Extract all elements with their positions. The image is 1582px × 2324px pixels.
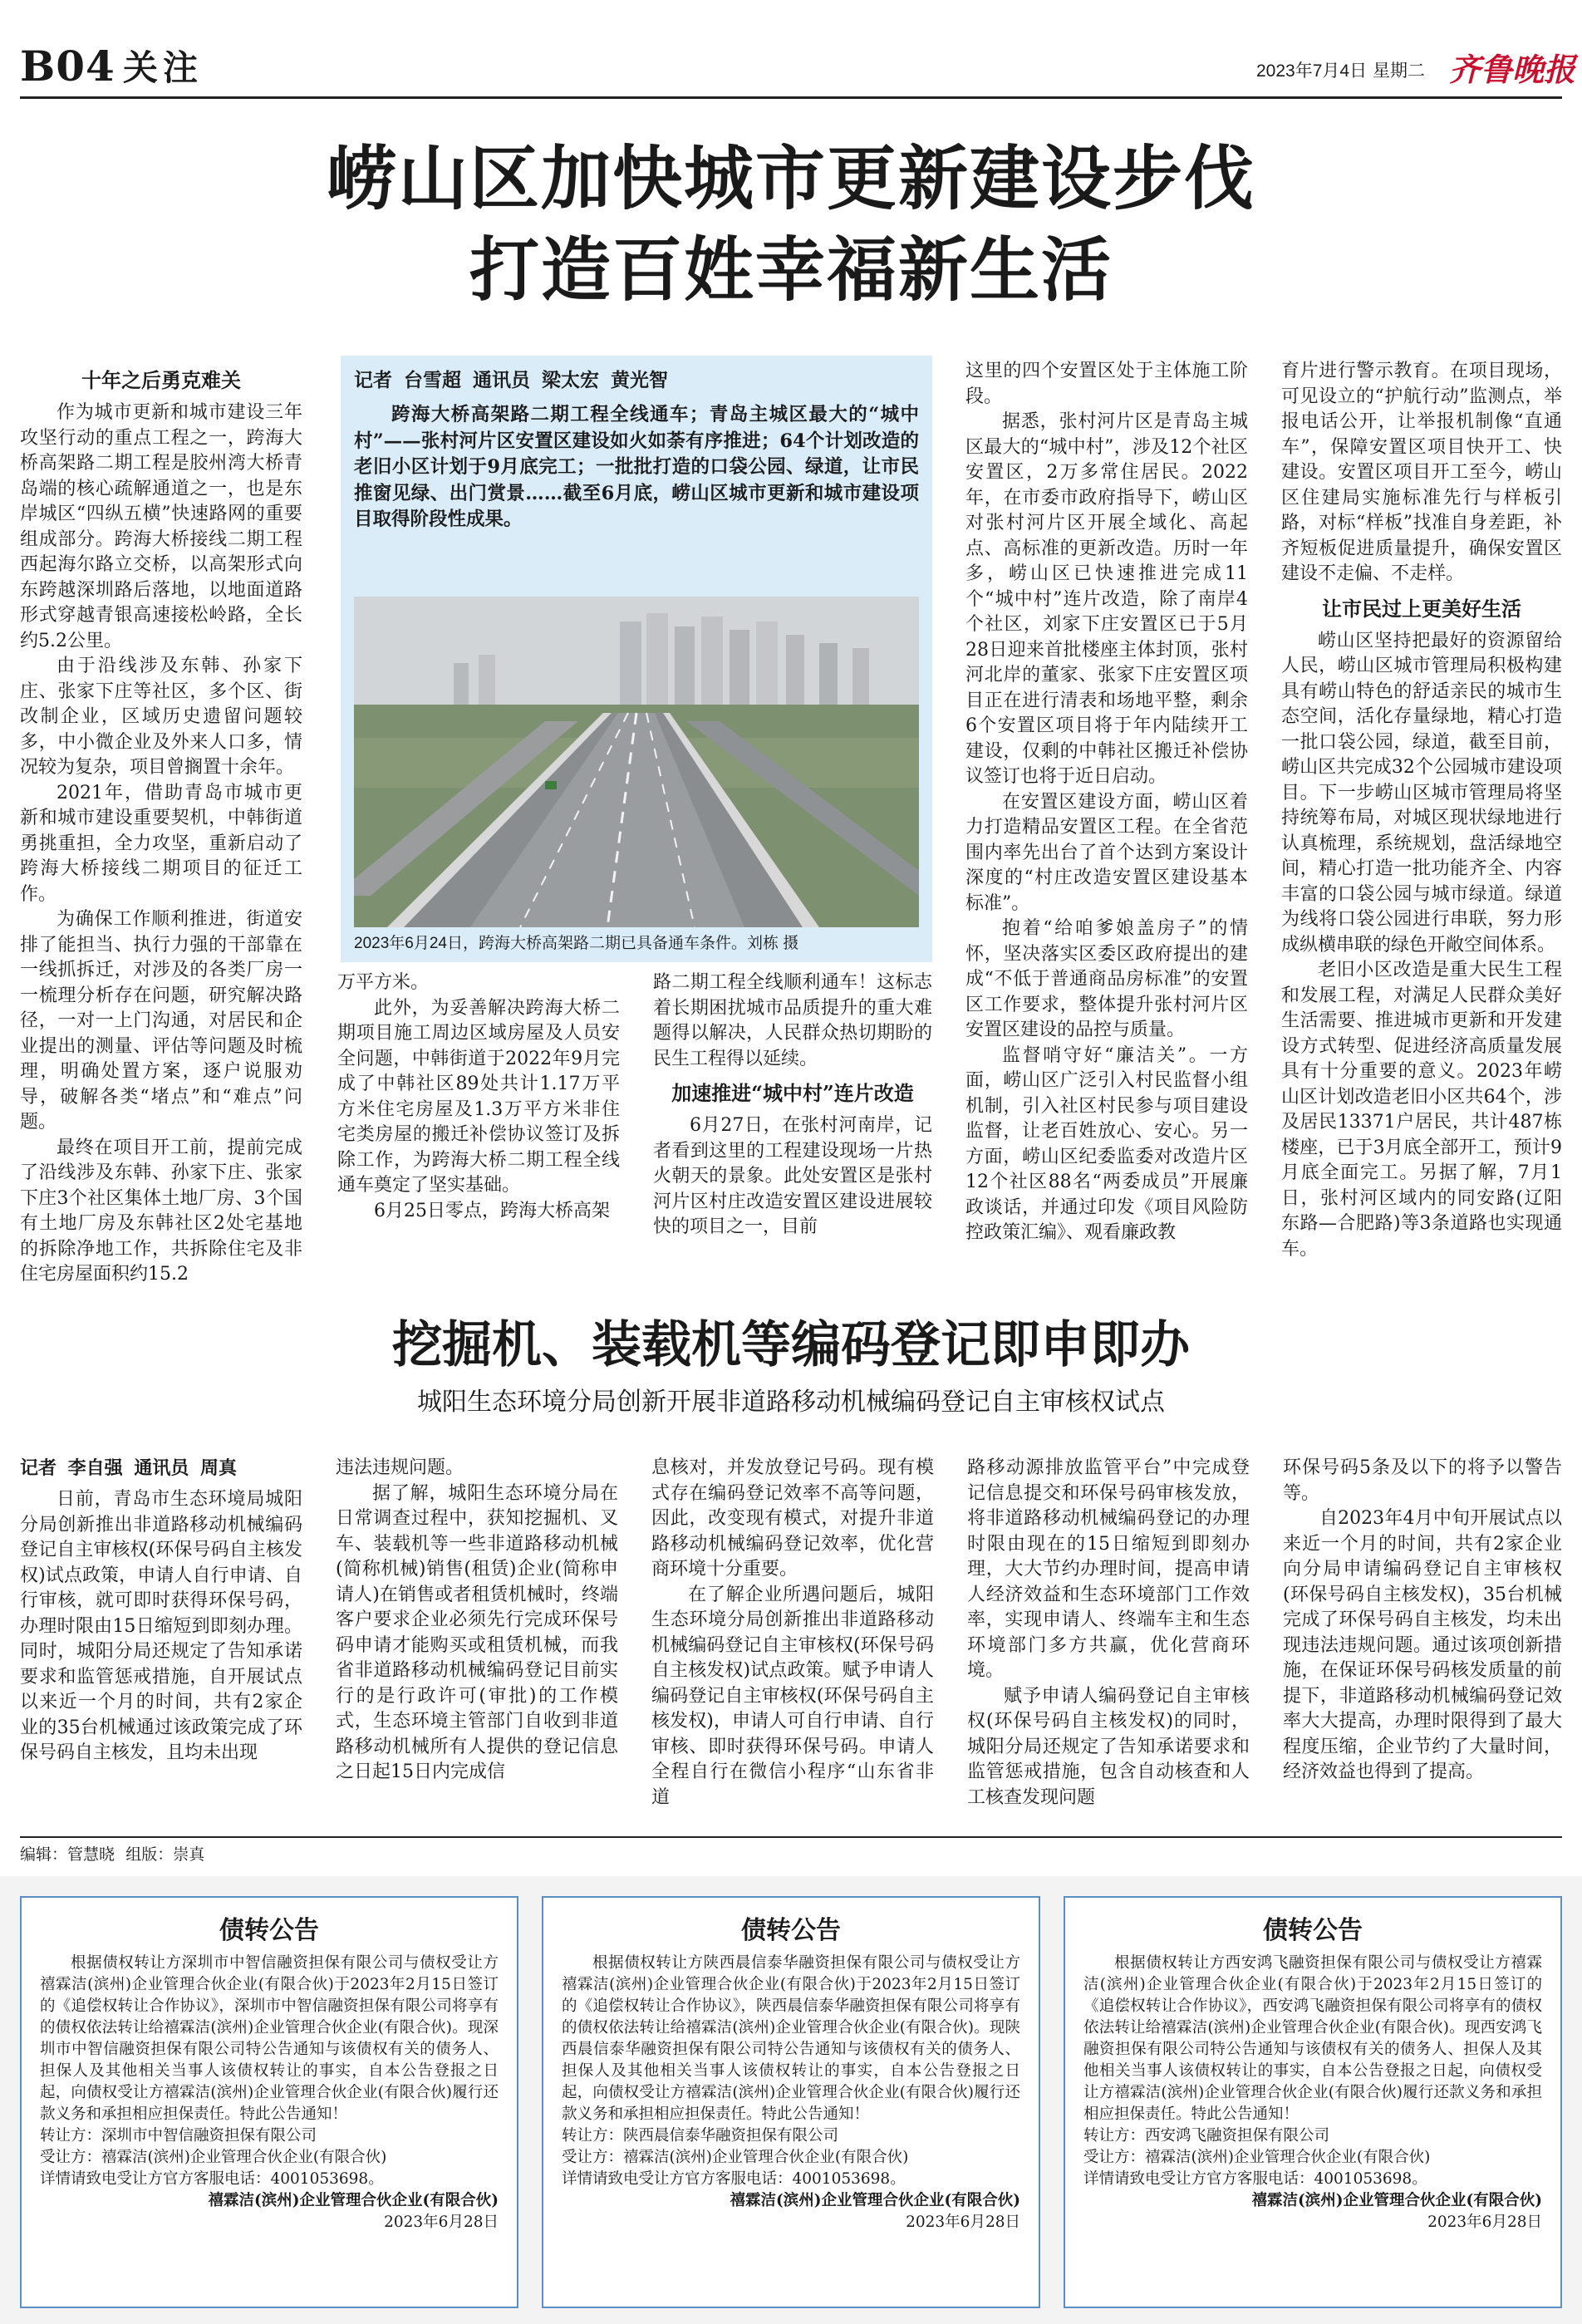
notice-signer: 禧霖洁(滨州)企业管理合伙企业(有限合伙) (730, 2192, 1020, 2209)
article2-subtitle: 城阳生态环境分局创新开展非道路移动机械编码登记自主审核权试点 (417, 1388, 1165, 1417)
article2-column-1 (20, 1456, 302, 1855)
paragraph: 6月27日，在张村河南岸，记者看到这里的工程建设现场一片热火朝天的景象。此处安置区是张村河片区村庄改造安置区建设进展较快的项目之一，目前 (653, 1115, 932, 1237)
paragraph: 这里的四个安置区处于主体施工阶段。 (965, 361, 1248, 407)
notice-title: 债转公告 (1263, 1916, 1363, 1945)
article2-column-4 (967, 1456, 1250, 1855)
notice-title: 债转公告 (219, 1916, 319, 1945)
weekday: 星期二 (1373, 61, 1425, 81)
paragraph: 日前，青岛市生态环境局城阳分局创新推出非道路移动机械编码登记自主审核权(环保号码自主核发权)试点政策，申请人自行申请、自行审核，就可即时获得环保号码，办理时限由15日缩短到即刻办理。同时，城阳分局还规定了告知承诺要求和监管惩戒措施，自开展试点以来近一个月的时间，共有2家企业的35台机械通过该政策完成了环保号码自主核发，且均未出现 (20, 1489, 302, 1763)
bridge-photo (354, 597, 919, 927)
notice-hotline: 详情请致电受让方官方客服电话：4001053698。 (562, 2170, 906, 2188)
paragraph: 2021年，借助青岛市城市更新和城市建设重要契机，中韩街道勇挑重担，全力攻坚，重新启动了跨海大桥接线二期项目的征迁工作。 (20, 782, 302, 905)
article1-column-1 (20, 359, 302, 1285)
paragraph: 最终在项目开工前，提前完成了沿线涉及东韩、孙家下庄、张家下庄3个社区集体土地厂房、3个国有土地厂房及东韩社区2处宅基地的拆除净地工作，共拆除住宅及非住宅房屋面积约15.2 (20, 1137, 302, 1285)
lead-paragraph: 跨海大桥高架路二期工程全线通车；青岛主城区最大的“城中村”——张村河片区安置区建设如火如荼有序推进；64个计划改造的老旧小区计划于9月底完工；一批批打造的口袋公园、绿道，让市民推窗见绿、出门赏景……截至6月底，崂山区城市更新和城市建设项目取得阶段性成果。 (354, 404, 919, 530)
notice-body (1065, 1953, 1560, 2190)
article2-headline (0, 1313, 1582, 1421)
headline-line-1: 崂山区加快城市更新建设步伐 (326, 137, 1255, 219)
notice-transferee: 受让方：禧霖洁(滨州)企业管理合伙企业(有限合伙) (40, 2149, 387, 2166)
masthead-rule (20, 96, 1562, 99)
notice-2 (542, 1896, 1040, 2308)
article2-column-3 (651, 1456, 934, 1855)
article1-column-5 (1281, 359, 1562, 1265)
paragraph: 自2023年4月中旬开展试点以来近一个月的时间，共有2家企业向分局申请编码登记自主审核权(环保号码自主核发权)，35台机械完成了环保号码自主核发，均未出现违法违规问题。通过该项创新措施，在保证环保号码核发质量的前提下，非道路移动机械编码登记效率大大提高，办理时限得到了最大程度压缩，企业节约了大量时间，经济效益也得到了提高。 (1283, 1508, 1562, 1782)
notice-title: 债转公告 (741, 1916, 841, 1945)
notice-1 (20, 1896, 518, 2308)
article1-headline (0, 133, 1582, 316)
paragraph: 路移动源排放监管平台”中完成登记信息提交和环保号码审核发放，将非道路移动机械编码登记的办理时限由现在的15日缩短到即刻办理，大大节约办理时间，提高申请人经济效益和生态环境部门工作效率，实现申请人、终端车主和生态环境部门多方共赢，优化营商环境。 (967, 1457, 1250, 1681)
lead-box (341, 356, 932, 962)
photo-caption: 2023年6月24日，跨海大桥高架路二期已具备通车条件。刘栋 摄 (354, 935, 799, 952)
section-name: 关注 (123, 47, 204, 88)
notice-signer: 禧霖洁(滨州)企业管理合伙企业(有限合伙) (208, 2192, 499, 2209)
notice-transferor: 转让方：深圳市中智信融资担保有限公司 (40, 2127, 317, 2145)
notice-paragraph: 根据债权转让方陕西晨信泰华融资担保有限公司与债权受让方禧霖洁(滨州)企业管理合伙企业(有限合伙)于2023年2月15日签订的《追偿权转让合作协议》，陕西晨信泰华融资担保有限公司将享有的债权依法转让给禧霖洁(滨州)企业管理合伙企业(有限合伙)。现陕西晨信泰华融资担保有限公司特公告通知与该债权有关的债务人、担保人及其他相关当事人该债权转让的事实，自本公告登报之日起，向债权受让方禧霖洁(滨州)企业管理合伙企业(有限合伙)履行还款义务和承担相应担保责任。特此公告通知！ (562, 1954, 1020, 2123)
notice-hotline: 详情请致电受让方官方客服电话：4001053698。 (1083, 2170, 1427, 2188)
paragraph: 老旧小区改造是重大民生工程和发展工程，对满足人民群众美好生活需要、推进城市更新和开发建设方式转型、促进经济高质量发展具有十分重要的意义。2023年崂山区计划改造老旧小区共64个，涉及居民13371户居民，共计487栋楼座，已于3月底全部开工，预计9月底全面完工。另据了解，7月1日，张村河区域内的同安路(辽阳东路—合肥路)等3条道路也实现通车。 (1281, 960, 1562, 1260)
notice-date: 2023年6月28日 (1427, 2213, 1542, 2231)
paragraph: 育片进行警示教育。在项目现场，可见设立的“护航行动”监测点，举报电话公开，让举报机制像“直通车”，保障安置区项目快开工、快建设。安置区项目开工至今，崂山区住建局实施标准先行与样板引路，对标“样板”找准自身差距，补齐短板促进质量提升，确保安置区建设不走偏、不走样。 (1281, 361, 1562, 584)
paragraph: 作为城市更新和城市建设三年攻坚行动的重点工程之一，跨海大桥高架路二期工程是胶州湾大桥青岛端的核心疏解通道之一，也是东岸城区“四纵五横”快速路网的重要组成部分。跨海大桥接线二期工程西起海尔路立交桥，以高架形式向东跨越深圳路后落地，以地面道路形式穿越青银高速接松岭路，全长约5.2公里。 (20, 402, 302, 651)
notice-transferee: 受让方：禧霖洁(滨州)企业管理合伙企业(有限合伙) (562, 2149, 909, 2166)
paragraph: 监督哨守好“廉洁关”。一方面，崂山区广泛引入村民监督小组机制，引入社区村民参与项目建设监督，让老百姓放心、安心。另一方面，崂山区纪委监委对改造片区12个社区88名“两委成员”开展廉政谈话，并通过印发《项目风险防控政策汇编》、观看廉政教 (965, 1044, 1248, 1243)
paragraph: 息核对，并发放登记号码。现有模式存在编码登记效率不高等问题，因此，改变现有模式，对提升非道路移动机械编码登记效率，优化营商环境十分重要。 (651, 1457, 934, 1580)
paragraph: 在了解企业所遇问题后，城阳生态环境分局创新推出非道路移动机械编码登记自主审核权(环保号码自主核发权)试点政策。赋予申请人编码登记自主审核权(环保号码自主核发权)，申请人可自行申请、自行审核、即时获得环保号码。申请人全程自行在微信小程序“山东省非道 (651, 1584, 934, 1808)
paragraph: 为确保工作顺利推进，街道安排了能担当、执行力强的干部靠在一线抓拆迁，对涉及的各类厂房一一梳理分析存在问题，研究解决路径，一对一上门沟通，对居民和企业提出的测量、评估等问题及时梳理，明确处置方案，逐户说服劝导，破解各类“堵点”和“难点”问题。 (20, 909, 302, 1133)
paragraph: 万平方米。 (337, 972, 430, 993)
notice-3 (1064, 1896, 1562, 2308)
notice-signer: 禧霖洁(滨州)企业管理合伙企业(有限合伙) (1251, 2192, 1542, 2209)
notice-transferor: 转让方：陕西晨信泰华融资担保有限公司 (562, 2127, 839, 2145)
issue-date: 2023年7月4日 (1256, 61, 1368, 81)
notice-hotline: 详情请致电受让方官方客服电话：4001053698。 (40, 2170, 384, 2188)
notice-body (543, 1953, 1039, 2190)
paragraph: 违法违规问题。 (336, 1457, 464, 1478)
notice-paragraph: 根据债权转让方深圳市中智信融资担保有限公司与债权受让方禧霖洁(滨州)企业管理合伙企业(有限合伙)于2023年2月15日签订的《追偿权转让合作协议》，深圳市中智信融资担保有限公司将享有的债权依法转让给禧霖洁(滨州)企业管理合伙企业(有限合伙)。现深圳市中智信融资担保有限公司特公告通知与该债权有关的债务人、担保人及其他相关当事人该债权转让的事实，自本公告登报之日起，向债权受让方禧霖洁(滨州)企业管理合伙企业(有限合伙)履行还款义务和承担相应担保责任。特此公告通知！ (40, 1954, 499, 2123)
subheading-3: 让市民过上更美好生活 (1322, 596, 1521, 621)
paragraph: 抱着“给咱爹娘盖房子”的情怀，坚决落实区委区政府提出的建成“不低于普通商品房标准”的安置区工作要求，整体提升张村河片区安置区建设的品控与质量。 (965, 918, 1248, 1040)
headline-line-2: 打造百姓幸福新生活 (469, 228, 1113, 311)
paragraph: 环保号码5条及以下的将予以警告等。 (1283, 1457, 1562, 1504)
article1-column-2 (337, 970, 620, 1265)
bridge-photo-illustration (354, 597, 919, 927)
masthead (0, 0, 1582, 100)
subheading-2: 加速推进“城中村”连片改造 (671, 1081, 914, 1105)
paragraph: 6月25日零点，跨海大桥高架 (374, 1200, 610, 1221)
notice-transferor: 转让方：西安鸿飞融资担保有限公司 (1083, 2127, 1330, 2145)
byline: 记者 台雪超 通讯员 梁太宏 黄光智 (354, 369, 669, 391)
paragraph: 据悉，张村河片区是青岛主城区最大的“城中村”，涉及12个社区安置区，2万多常住居民。2022年，在市委市政府指导下，崂山区对张村河片区开展全域化、高起点、高标准的更新改造。历时一年多，崂山区已快速推进完成11个“城中村”连片改造，除了南岸4个社区，刘家下庄安置区已于5月28日迎来首批楼座主体封顶，张村河北岸的董家、张家下庄安置区项目正在进行清表和场地平整，剩余6个安置区项目将于年内陆续开工建设，仅剩的中韩社区搬迁补偿协议签订也将于近日启动。 (965, 411, 1248, 787)
notice-body (22, 1953, 517, 2190)
notice-date: 2023年6月28日 (384, 2213, 499, 2231)
subheading-1: 十年之后勇克难关 (81, 368, 241, 392)
article2-byline: 记者 李自强 通讯员 周真 (20, 1457, 237, 1479)
notice-paragraph: 根据债权转让方西安鸿飞融资担保有限公司与债权受让方禧霖洁(滨州)企业管理合伙企业(有限合伙)于2023年2月15日签订的《追偿权转让合作协议》，西安鸿飞融资担保有限公司将享有的债权依法转让给禧霖洁(滨州)企业管理合伙企业(有限合伙)。现西安鸿飞融资担保有限公司特公告通知与该债权有关的债务人、担保人及其他相关当事人该债权转让的事实，自本公告登报之日起，向债权受让方禧霖洁(滨州)企业管理合伙企业(有限合伙)履行还款义务和承担相应担保责任。特此公告通知！ (1083, 1954, 1542, 2123)
editor-line: 编辑：管慧晓 组版：崇真 (20, 1846, 205, 1864)
article2-column-5 (1283, 1456, 1562, 1855)
paragraph: 路二期工程全线顺利通车！这标志着长期困扰城市品质提升的重大难题得以解决，人民群众热切期盼的民生工程得以延续。 (653, 972, 932, 1069)
notice-date: 2023年6月28日 (906, 2213, 1020, 2231)
paragraph: 赋予申请人编码登记自主审核权(环保号码自主核发权)的同时，城阳分局还规定了告知承诺要求和监管惩戒措施，包含自动核查和人工核查发现问题 (967, 1685, 1250, 1808)
article1-column-3 (653, 970, 932, 1265)
article2-title: 挖掘机、装载机等编码登记即申即办 (392, 1316, 1190, 1374)
paragraph: 在安置区建设方面，崂山区着力打造精品安置区工程。在全省范围内率先出台了首个达到方案设计深度的“村庄改造安置区建设基本标准”。 (965, 791, 1248, 914)
paragraph: 崂山区坚持把最好的资源留给人民，崂山区城市管理局积极构建具有崂山特色的舒适亲民的城市生态空间，活化存量绿地，精心打造一批口袋公园，绿道，截至目前，崂山区共完成32个公园城市建设项目。下一步崂山区城市管理局将坚持统筹布局，对城区现状绿地进行认真梳理，系统规划，盘活绿地空间，精心打造一批功能齐全、内容丰富的口袋公园与城市绿道。绿道为线将口袋公园进行串联，努力形成纵横串联的绿色开敞空间体系。 (1281, 630, 1562, 956)
paragraph: 由于沿线涉及东韩、孙家下庄、张家下庄等社区，多个区、街改制企业，区域历史遗留问题较多，中小微企业及外来人口多，情况较为复杂，项目曾搁置十余年。 (20, 656, 302, 778)
editor-rule (20, 1836, 1562, 1838)
page-number: B04 (20, 42, 115, 91)
paper-name: 齐鲁晚报 (1449, 51, 1576, 88)
notice-transferee: 受让方：禧霖洁(滨州)企业管理合伙企业(有限合伙) (1083, 2149, 1431, 2166)
paragraph: 此外，为妥善解决跨海大桥二期项目施工周边区域房屋及人员安全问题，中韩街道于2022年9月完成了中韩社区89处共计1.17万平方米住宅房屋及1.3万平方米非住宅类房屋的搬迁补偿协议签订及拆除工作，为跨海大桥二期工程全线通车奠定了坚实基础。 (337, 997, 620, 1196)
paragraph: 据了解，城阳生态环境分局在日常调查过程中，获知挖掘机、叉车、装载机等一些非道路移动机械(简称机械)销售(租赁)企业(简称申请人)在销售或者租赁机械时，终端客户要求企业必须先行完成环保号码申请才能购买或租赁机械，而我省非道路移动机械编码登记目前实行的是行政许可(审批)的工作模式，生态环境主管部门自收到非道路移动机械所有人提供的登记信息之日起15日内完成信 (336, 1482, 618, 1782)
article2-column-2 (336, 1456, 618, 1855)
article1-column-4 (965, 359, 1248, 1265)
